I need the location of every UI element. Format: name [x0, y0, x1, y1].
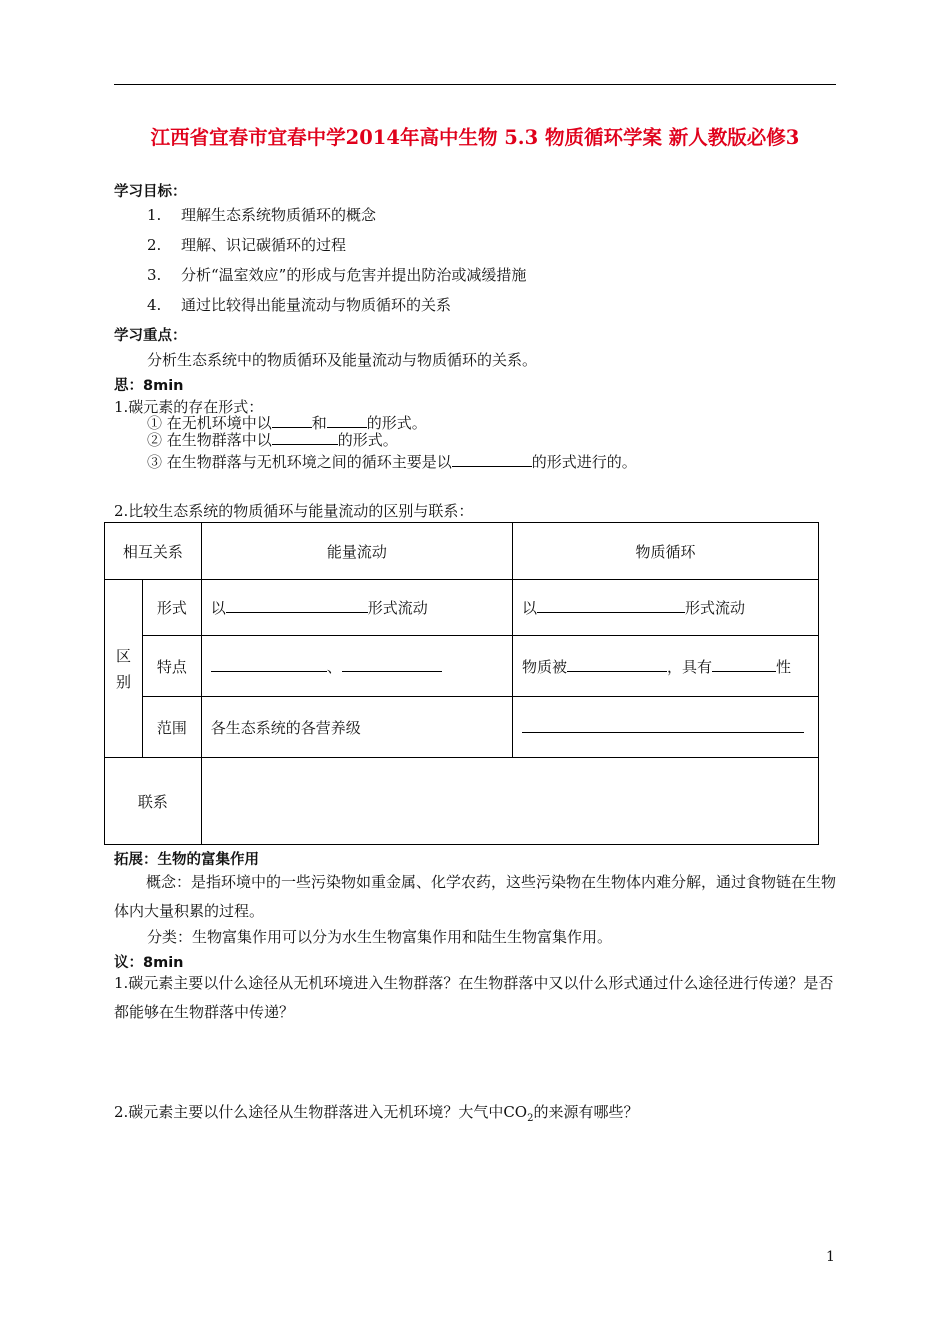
- header-energy-flow: 能量流动: [201, 523, 512, 580]
- energy-scope-cell: 各生态系统的各营养级: [201, 697, 512, 758]
- row-difference: 区别: [105, 580, 143, 758]
- fill-blank[interactable]: [272, 412, 312, 428]
- fill-blank[interactable]: [211, 656, 327, 672]
- question-1a: ① 在无机环境中以 和 的形式。: [147, 414, 427, 432]
- objective-item: 1. 理解生态系统物质循环的概念: [147, 206, 377, 224]
- fill-blank[interactable]: [327, 412, 367, 428]
- key-points-text: 分析生态系统中的物质循环及能量流动与物质循环的关系。: [147, 351, 538, 369]
- energy-form-cell: 以 形式流动: [201, 580, 512, 636]
- extension-classification: 分类：生物富集作用可以分为水生生物富集作用和陆生生物富集作用。: [147, 928, 613, 946]
- question-2: 2.比较生态系统的物质循环与能量流动的区别与联系：: [114, 502, 474, 520]
- link-cell[interactable]: [201, 758, 818, 845]
- fill-blank[interactable]: [537, 597, 685, 613]
- page-number: 1: [826, 1249, 835, 1265]
- row-link-label: 联系: [105, 758, 202, 845]
- extension-concept: 概念：是指环境中的一些污染物如重金属、化学农药，这些污染物在生物体内难分解，通过食物链在生物体内大量积累的过程。: [114, 873, 837, 920]
- objective-item: 2. 理解、识记碳循环的过程: [147, 236, 347, 254]
- energy-feature-cell: 、: [201, 636, 512, 697]
- discuss-heading: 议：8min: [114, 955, 184, 971]
- header-rule: [114, 84, 836, 85]
- page-title: 江西省宜春市宜春中学2014年高中生物 5.3 物质循环学案 新人教版必修3: [150, 126, 800, 149]
- extension-heading: 拓展：生物的富集作用: [114, 852, 259, 868]
- row-feature-label: 特点: [142, 636, 201, 697]
- comparison-table: [104, 522, 819, 845]
- objective-item: 3. 分析“温室效应”的形成与危害并提出防治或减缓措施: [147, 266, 527, 284]
- fill-blank[interactable]: [712, 656, 776, 672]
- header-matter-cycle: 物质循环: [513, 523, 819, 580]
- think-heading: 思：8min: [114, 378, 184, 394]
- objective-item: 4. 通过比较得出能量流动与物质循环的关系: [147, 296, 452, 314]
- fill-blank[interactable]: [452, 451, 532, 467]
- objectives-heading: 学习目标：: [114, 184, 187, 200]
- key-points-heading: 学习重点：: [114, 328, 187, 344]
- fill-blank[interactable]: [272, 429, 338, 445]
- matter-scope-cell: [513, 697, 819, 758]
- row-form-label: 形式: [142, 580, 201, 636]
- header-relation: 相互关系: [105, 523, 202, 580]
- matter-feature-cell: 物质被 ，具有 性: [513, 636, 819, 697]
- question-1c: ③ 在生物群落与无机环境之间的循环主要是以 的形式进行的。: [147, 453, 637, 471]
- question-1b: ② 在生物群落中以 的形式。: [147, 431, 398, 449]
- discuss-question-1: 1.碳元素主要以什么途径从无机环境进入生物群落？在生物群落中又以什么形式通过什么途径进行传递？是否都能够在生物群落中传递？: [114, 974, 834, 1021]
- question-1: 1.碳元素的存在形式：: [114, 398, 264, 416]
- fill-blank[interactable]: [226, 597, 368, 613]
- discuss-question-2: 2.碳元素主要以什么途径从生物群落进入无机环境？大气中$CO_2$的来源有哪些？: [114, 1103, 639, 1124]
- matter-form-cell: 以 形式流动: [513, 580, 819, 636]
- fill-blank[interactable]: [567, 656, 667, 672]
- row-scope-label: 范围: [142, 697, 201, 758]
- fill-blank[interactable]: [522, 717, 804, 733]
- fill-blank[interactable]: [342, 656, 442, 672]
